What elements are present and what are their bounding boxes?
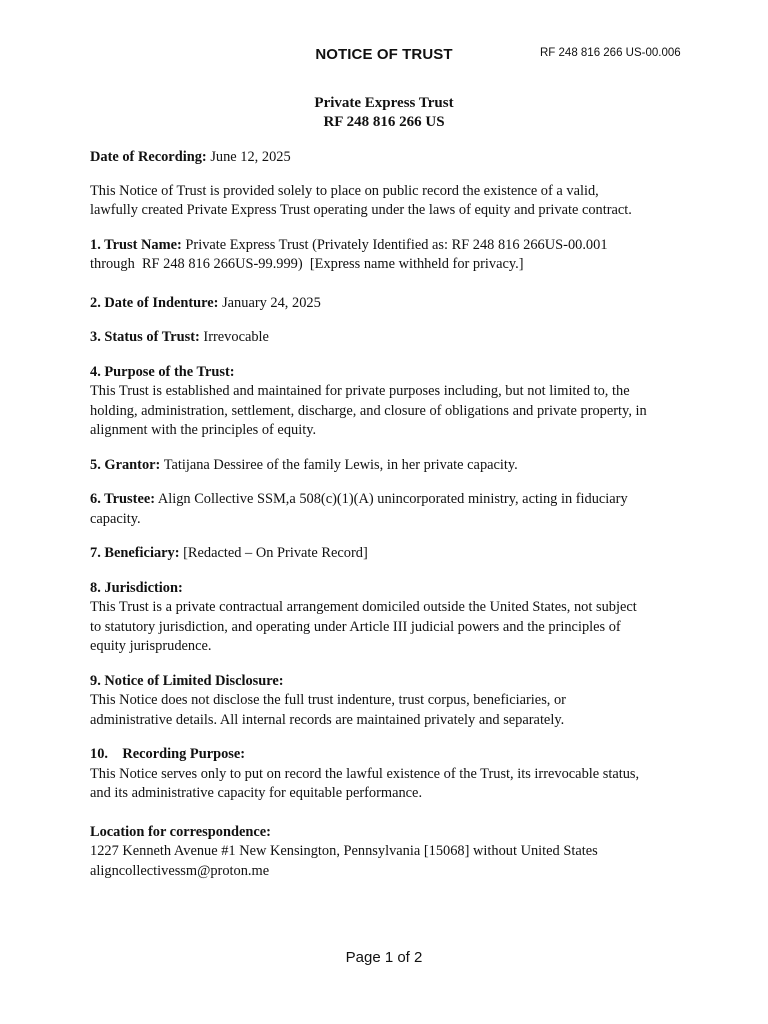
recording-date-value: June 12, 2025 bbox=[210, 149, 291, 165]
section-trustee bbox=[90, 490, 690, 529]
section-8-line-1: This Trust is a private contractual arrangement domiciled outside the United States, not subject bbox=[90, 599, 637, 615]
section-8-label: 8. Jurisdiction: bbox=[90, 579, 183, 596]
section-2-value: January 24, 2025 bbox=[222, 294, 321, 311]
section-3-label: 3. Status of Trust: bbox=[90, 329, 200, 345]
section-8-line-2: to statutory jurisdiction, and operating under Article III judicial powers and the principles of bbox=[90, 618, 621, 635]
recording-date-label: Date of Recording: bbox=[90, 149, 207, 165]
document-body bbox=[90, 148, 690, 881]
section-4-label: 4. Purpose of the Trust: bbox=[90, 363, 235, 380]
document-reference-number: RF 248 816 266 US-00.006 bbox=[540, 47, 681, 59]
section-7-value: [Redacted – On Private Record] bbox=[183, 545, 368, 561]
correspondence-email: aligncollectivessm@proton.me bbox=[90, 862, 270, 879]
recording-date bbox=[90, 148, 690, 168]
section-grantor bbox=[90, 456, 690, 476]
section-purpose-of-trust bbox=[90, 363, 690, 441]
section-5-value: Tatijana Dessiree of the family Lewis, in her private capacity. bbox=[163, 456, 518, 473]
intro-paragraph bbox=[90, 182, 690, 221]
section-4-line-3: alignment with the principles of equity. bbox=[90, 422, 317, 438]
section-7-label: 7. Beneficiary: bbox=[90, 545, 180, 561]
section-10-label: 10. Recording Purpose: bbox=[90, 746, 246, 762]
section-1-label: 1. Trust Name: bbox=[90, 236, 182, 253]
section-recording-purpose bbox=[90, 745, 690, 804]
intro-line-1: This Notice of Trust is provided solely to place on public record the existence of a valid, bbox=[90, 182, 599, 199]
section-6-line-1: Align Collective SSM,a 508(c)(1)(A) unincorporated ministry, acting in fiduciary bbox=[157, 491, 628, 507]
section-10-line-1: This Notice serves only to put on record the lawful existence of the Trust, its irrevocable status, bbox=[90, 765, 640, 782]
section-9-line-2: administrative details. All internal records are maintained privately and separately. bbox=[90, 711, 565, 728]
trust-subtitle bbox=[0, 94, 768, 132]
correspondence-label: Location for correspondence: bbox=[90, 823, 271, 840]
document-title: NOTICE OF TRUST bbox=[315, 46, 453, 63]
section-2-label: 2. Date of Indenture: bbox=[90, 294, 219, 311]
correspondence-block bbox=[90, 823, 690, 882]
section-9-label: 9. Notice of Limited Disclosure: bbox=[90, 672, 284, 689]
correspondence-address: 1227 Kenneth Avenue #1 New Kensington, Pennsylvania [15068] without United States bbox=[90, 843, 598, 859]
section-10-line-2: and its administrative capacity for equitable performance. bbox=[90, 785, 423, 801]
page-number: Page 1 of 2 bbox=[345, 949, 423, 966]
section-jurisdiction bbox=[90, 579, 690, 657]
section-5-label: 5. Grantor: bbox=[90, 456, 161, 473]
subtitle-line-2: RF 248 816 266 US bbox=[323, 114, 445, 130]
section-date-of-indenture bbox=[90, 294, 690, 314]
section-1-line-1: Private Express Trust (Privately Identified as: RF 248 816 266US-00.001 bbox=[185, 236, 608, 253]
section-6-line-2: capacity. bbox=[90, 510, 141, 527]
section-4-line-1: This Trust is established and maintained for private purposes including, but not limited to, the bbox=[90, 383, 630, 399]
section-6-label: 6. Trustee: bbox=[90, 491, 156, 507]
section-beneficiary bbox=[90, 544, 690, 564]
section-3-value: Irrevocable bbox=[203, 329, 269, 345]
section-limited-disclosure bbox=[90, 672, 690, 731]
section-1-line-2: through RF 248 816 266US-99.999) [Express name withheld for privacy.] bbox=[90, 256, 524, 272]
section-status-of-trust bbox=[90, 328, 690, 348]
section-trust-name bbox=[90, 236, 690, 275]
subtitle-line-1: Private Express Trust bbox=[314, 95, 454, 111]
section-8-line-3: equity jurisprudence. bbox=[90, 638, 212, 654]
section-4-line-2: holding, administration, settlement, discharge, and closure of obligations and private property, in bbox=[90, 402, 647, 419]
intro-line-2: lawfully created Private Express Trust operating under the laws of equity and private contract. bbox=[90, 202, 632, 218]
section-9-line-1: This Notice does not disclose the full trust indenture, trust corpus, beneficiaries, or bbox=[90, 692, 566, 708]
